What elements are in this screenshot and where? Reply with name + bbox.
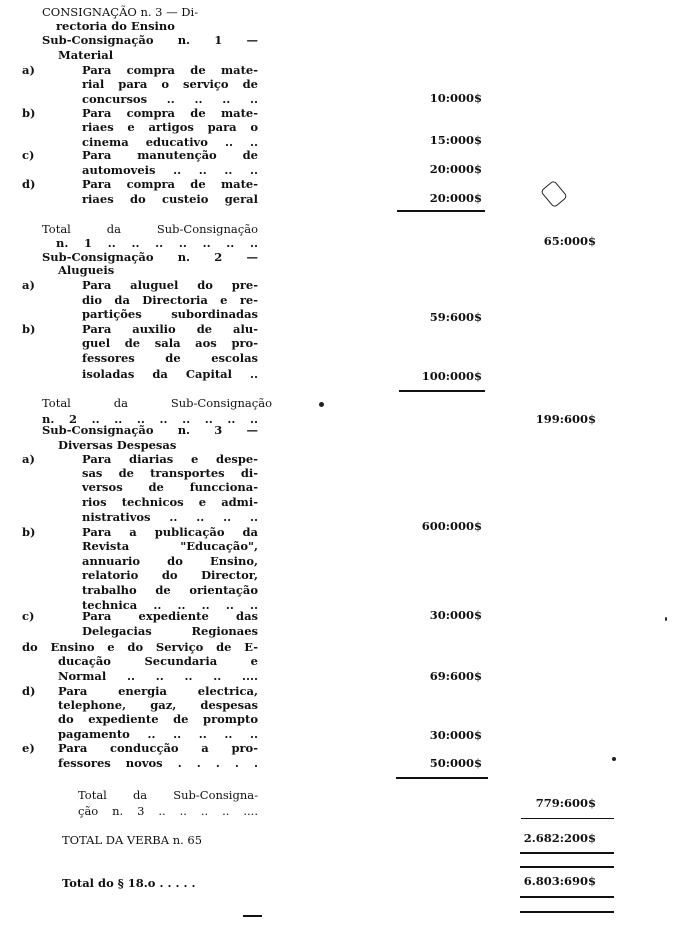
item-line: do Ensino e do Serviço de E-	[22, 640, 258, 654]
item-amount: 10:000$	[429, 91, 482, 105]
end-dash	[243, 915, 262, 917]
item-line: riaes e artigos para o	[82, 120, 258, 134]
item-marker: e)	[22, 741, 35, 755]
item-line: fessores de escolas	[82, 351, 258, 365]
item-amount: 100:000$	[421, 369, 482, 383]
item-line: Para diarias e despe-	[82, 452, 258, 466]
item-line: technica .. .. .. .. ..	[82, 598, 258, 612]
item-amount: 600:000$	[421, 519, 482, 533]
item-line: partições subordinadas	[82, 307, 258, 321]
item-amount: 20:000$	[429, 162, 482, 176]
scan-speck	[612, 757, 616, 761]
item-line: Revista "Educação",	[82, 539, 258, 553]
sub1-total-value: 65:000$	[543, 234, 596, 248]
sum-rule	[396, 777, 488, 779]
sub1-total-label-2: n. 1 .. .. .. .. .. .. ..	[56, 236, 258, 250]
item-marker: c)	[22, 148, 35, 162]
sub1-total-label: Total da Sub-Consignação	[42, 222, 258, 236]
item-line: telephone, gaz, despesas	[58, 698, 258, 712]
item-line: pagamento .. .. .. .. ..	[58, 727, 258, 741]
item-line: Para expediente das	[82, 609, 258, 623]
item-amount: 15:000$	[429, 133, 482, 147]
sub2-total-label: Total da Sub-Consignação	[42, 396, 272, 410]
item-marker: c)	[22, 609, 35, 623]
item-line: isoladas da Capital ..	[82, 367, 258, 381]
item-line: concursos .. .. .. ..	[82, 92, 258, 106]
sum-rule	[521, 818, 614, 819]
item-marker: d)	[22, 177, 36, 191]
item-marker: b)	[22, 525, 36, 539]
heading-line-2: rectoria do Ensino	[56, 19, 175, 33]
sub1-name: Material	[58, 48, 114, 62]
consignacao-heading	[42, 5, 258, 19]
verba-total-label: TOTAL DA VERBA n. 65	[62, 833, 203, 847]
item-amount: 69:600$	[429, 669, 482, 683]
item-line: Para a publicação da	[82, 525, 258, 539]
item-line: Para manutenção de	[82, 148, 258, 162]
item-line: rial para o serviço de	[82, 77, 258, 91]
item-line: dio da Directoria e re-	[82, 293, 258, 307]
sum-rule	[399, 390, 485, 392]
item-amount: 59:600$	[429, 310, 482, 324]
item-marker: a)	[22, 278, 35, 292]
item-amount: 30:000$	[429, 728, 482, 742]
item-marker: b)	[22, 106, 36, 120]
scan-blot	[540, 180, 568, 208]
item-marker: b)	[22, 322, 36, 336]
item-amount: 50:000$	[429, 756, 482, 770]
sub2-total-value: 199:600$	[535, 412, 596, 426]
item-line: Para compra de mate-	[82, 106, 258, 120]
sub3-total-label: Total da Sub-Consigna-	[78, 788, 258, 802]
sub2-title: Sub-Consignação n. 2 —	[42, 250, 258, 264]
item-line: Delegacias Regionaes	[82, 624, 258, 638]
sub1-title: Sub-Consignação n. 1 —	[42, 33, 258, 47]
item-line: guel de sala aos pro-	[82, 336, 258, 350]
sub3-total-value: 779:600$	[535, 796, 596, 810]
item-line: sas de transportes di-	[82, 466, 258, 480]
scan-speck	[319, 402, 324, 407]
item-line: annuario do Ensino,	[82, 554, 258, 568]
item-line: automoveis .. .. .. ..	[82, 163, 258, 177]
item-line: Para energia electrica,	[58, 684, 258, 698]
item-line: relatorio do Director,	[82, 568, 258, 582]
sub2-name: Alugueis	[58, 263, 115, 277]
item-line: ducação Secundaria e	[58, 654, 258, 668]
item-marker: a)	[22, 452, 35, 466]
item-line: cinema educativo .. ..	[82, 135, 258, 149]
item-line: do expediente de prompto	[58, 712, 258, 726]
item-line: riaes do custeio geral	[82, 192, 258, 206]
sum-rule	[520, 911, 614, 913]
sum-rule	[520, 896, 614, 898]
section-total-value: 6.803:690$	[523, 874, 596, 888]
item-line: Para conducção a pro-	[58, 741, 258, 755]
verba-total-value: 2.682:200$	[523, 831, 596, 845]
item-line: Para compra de mate-	[82, 63, 258, 77]
item-line: Para aluguel do pre-	[82, 278, 258, 292]
section-total-label: Total do § 18.o . . . . .	[62, 876, 196, 890]
item-amount: 20:000$	[429, 191, 482, 205]
sub3-total-label-2: ção n. 3 .. .. .. .. ....	[78, 804, 258, 818]
item-line: nistrativos .. .. .. ..	[82, 510, 258, 524]
item-line: Para auxilio de alu-	[82, 322, 258, 336]
sum-rule	[520, 852, 614, 854]
item-line: Normal .. .. .. .. ....	[58, 669, 258, 683]
item-marker: d)	[22, 684, 36, 698]
item-line: fessores novos . . . . .	[58, 756, 258, 770]
item-line: Para compra de mate-	[82, 177, 258, 191]
sub2-total-label-2: n. 2 .. .. .. .. .. .. .. ..	[42, 412, 258, 426]
item-line: rios technicos e admi-	[82, 495, 258, 509]
sum-rule	[520, 866, 614, 868]
sum-rule	[397, 210, 485, 212]
sub3-name: Diversas Despesas	[58, 438, 177, 452]
sub3-title: Sub-Consignação n. 3 —	[42, 423, 258, 437]
heading-line-1: CONSIGNAÇÃO n. 3 — Di-	[42, 5, 199, 19]
item-line: versos de funcciona-	[82, 480, 258, 494]
item-amount: 30:000$	[429, 608, 482, 622]
item-marker: a)	[22, 63, 35, 77]
item-line: trabalho de orientação	[82, 583, 258, 597]
scan-speck	[665, 617, 667, 621]
